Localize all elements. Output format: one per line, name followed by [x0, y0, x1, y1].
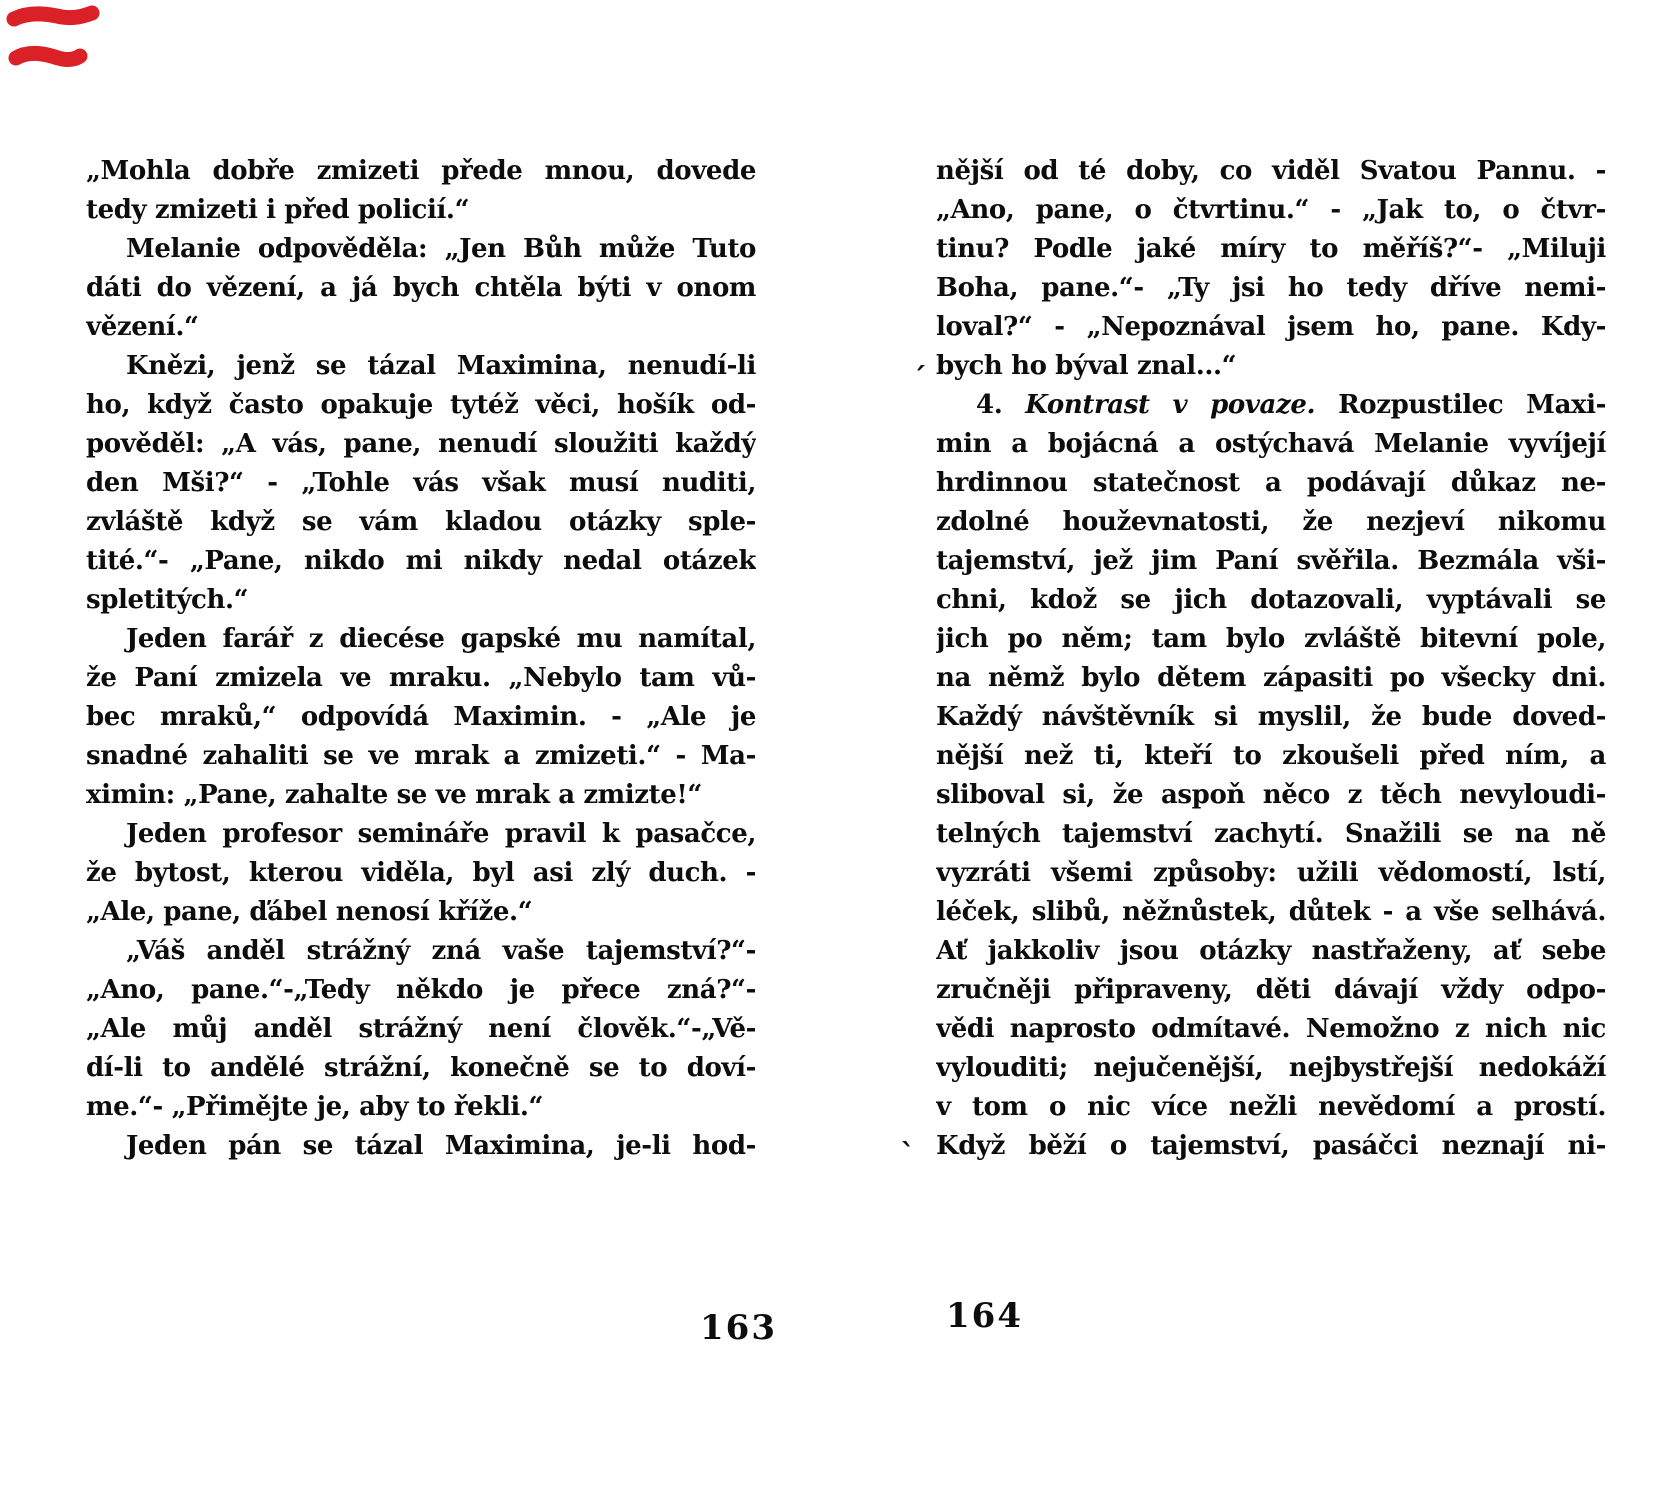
text-line: vyzráti všemi způsoby: užili vědomostí, lstí, — [936, 858, 1606, 888]
text-line: Knězi, jenž se tázal Maximina, nenudí-li — [126, 351, 756, 381]
text-line: tajemství, jež jim Paní svěřila. Bezmála vši- — [936, 546, 1606, 576]
text-line: pověděl: „A vás, pane, nenudí sloužiti každý — [86, 429, 756, 459]
text-line: Boha, pane.“- „Ty jsi ho tedy dříve nemi- — [936, 273, 1606, 303]
text-line: zvláště když se vám kladou otázky sple- — [86, 507, 756, 537]
text-line: vědi naprosto odmítavé. Nemožno z nich nic — [936, 1014, 1606, 1044]
text-line: snadné zahaliti se ve mrak a zmizeti.“ - Ma- — [86, 741, 756, 771]
text-line: Každý návštěvník si myslil, že bude doved- — [936, 702, 1606, 732]
text-line: na němž bylo dětem zápasiti po všecky dni. — [936, 663, 1606, 693]
text-line: Jeden pán se tázal Maximina, je-li hod- — [126, 1131, 756, 1161]
text-line: jich po něm; tam bylo zvláště bitevní pole, — [936, 624, 1606, 654]
text-line: zručněji připraveny, děti dávají vždy odpo- — [936, 975, 1606, 1005]
page-number-right: 164 — [946, 1296, 1023, 1336]
margin-mark-grave: ` — [900, 1138, 915, 1173]
margin-mark-acute: ´ — [912, 362, 927, 397]
text-line: nější než ti, kteří to zkoušeli před ním, a — [936, 741, 1606, 771]
text-line: sliboval si, že aspoň něco z těch nevyloudi- — [936, 780, 1606, 810]
text-line: dáti do vězení, a já bych chtěla býti v onom — [86, 273, 756, 303]
text-line: že Paní zmizela ve mraku. „Nebylo tam vů- — [86, 663, 756, 693]
text-line: Jeden profesor semináře pravil k pasačce, — [126, 819, 756, 849]
text-line: „Ale můj anděl strážný není člověk.“-„Vě- — [86, 1014, 756, 1044]
text-line: Ať jakkoliv jsou otázky nastřaženy, ať sebe — [936, 936, 1606, 966]
text-line: tedy zmizeti i před policií.“ — [86, 195, 470, 225]
red-crayon-marks-icon — [6, 2, 116, 92]
text-line: hrdinnou statečnost a podávají důkaz ne- — [936, 468, 1606, 498]
text-line — [936, 386, 1606, 425]
text-segment: Rozpustilec Maxi- — [1315, 390, 1606, 420]
right-page-text-column — [936, 152, 1606, 1166]
text-line: „Váš anděl strážný zná vaše tajemství?“- — [126, 936, 756, 966]
text-line: telných tajemství zachytí. Snažili se na ně — [936, 819, 1606, 849]
text-line: bych ho býval znal...“ — [936, 351, 1237, 381]
text-line: dí-li to andělé strážní, konečně se to doví- — [86, 1053, 756, 1083]
left-page-text-column — [86, 152, 756, 1166]
text-line: že bytost, kterou viděla, byl asi zlý duch. - — [86, 858, 756, 888]
text-line: tité.“- „Pane, nikdo mi nikdy nedal otázek — [86, 546, 756, 576]
text-line: „Mohla dobře zmizeti přede mnou, dovede — [86, 156, 756, 186]
text-line: bec mraků,“ odpovídá Maximin. - „Ale je — [86, 702, 756, 732]
text-line: chni, kdož se jich dotazovali, vyptávali se — [936, 585, 1606, 615]
text-line: Melanie odpověděla: „Jen Bůh může Tuto — [126, 234, 756, 264]
text-line: Když běží o tajemství, pasáčci neznají ni- — [936, 1131, 1606, 1161]
text-line: „Ale, pane, ďábel nenosí kříže.“ — [86, 897, 533, 927]
italic-heading-text: Kontrast v povaze. — [1025, 390, 1316, 420]
text-line: me.“- „Přimějte je, aby to řekli.“ — [86, 1092, 544, 1122]
text-line: léček, slibů, něžnůstek, důtek - a vše selhává. — [936, 897, 1606, 927]
text-line: nější od té doby, co viděl Svatou Pannu. - — [936, 156, 1606, 186]
text-line: Jeden farář z diecése gapské mu namítal, — [126, 624, 756, 654]
text-line: ximin: „Pane, zahalte se ve mrak a zmizte!“ — [86, 780, 702, 810]
text-line: loval?“ - „Nepoznával jsem ho, pane. Kdy- — [936, 312, 1606, 342]
text-line: ho, když často opakuje tytéž věci, hošík od- — [86, 390, 756, 420]
text-line: zdolné houževnatosti, že nezjeví nikomu — [936, 507, 1606, 537]
text-line: „Ano, pane.“-„Tedy někdo je přece zná?“- — [86, 975, 756, 1005]
text-line: „Ano, pane, o čtvrtinu.“ - „Jak to, o čtvr- — [936, 195, 1606, 225]
text-line: den Mši?“ - „Tohle vás však musí nuditi, — [86, 468, 756, 498]
text-line: vězení.“ — [86, 312, 199, 342]
text-line: spletitých.“ — [86, 585, 249, 615]
text-segment: 4. — [976, 390, 1026, 420]
text-line: vylouditi; nejučenější, nejbystřejší nedokáží — [936, 1053, 1606, 1083]
text-line: v tom o nic více nežli nevědomí a prostí. — [936, 1092, 1606, 1122]
text-line: min a bojácná a ostýchavá Melanie vyvíjejí — [936, 429, 1606, 459]
text-line: tinu? Podle jaké míry to měříš?“- „Miluji — [936, 234, 1606, 264]
page-number-left: 163 — [700, 1308, 777, 1348]
